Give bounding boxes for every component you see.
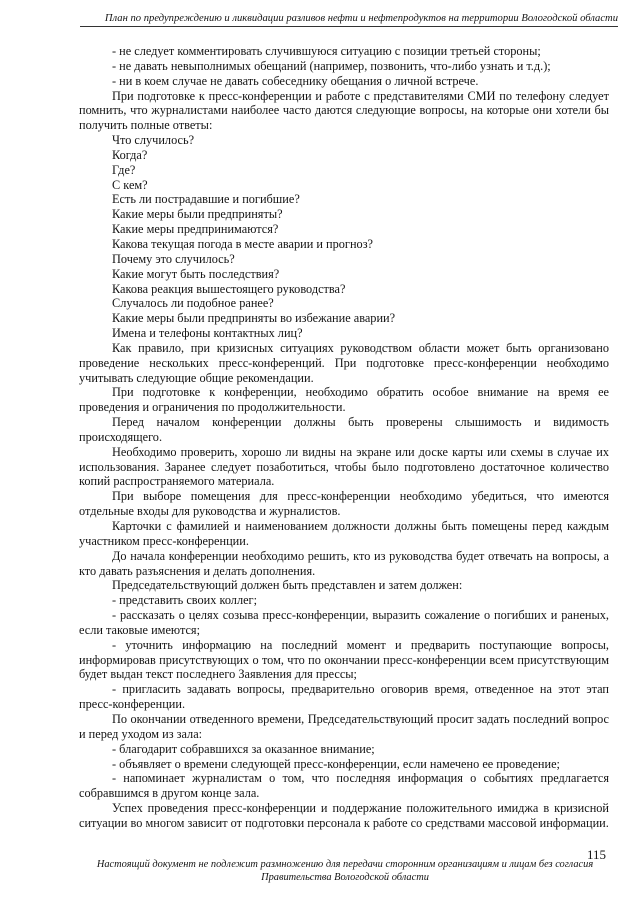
paragraph: Успех проведения пресс-конференции и поддержание положительного имиджа в кризисной ситуации во многом зависит от подготовки персонала к работе со средствами массовой информации. — [79, 801, 609, 830]
question-item: Когда? — [112, 147, 148, 162]
body-text — [79, 44, 609, 831]
header-divider — [80, 26, 618, 27]
paragraph: - благодарит собравшихся за оказанное внимание; — [112, 741, 375, 756]
paragraph: - не давать невыполнимых обещаний (например, позвонить, что-либо узнать и т.д.); — [112, 58, 551, 73]
paragraph: - рассказать о целях созыва пресс-конференции, выразить сожаление о погибших и раненых, если таковые имеются; — [79, 608, 609, 637]
paragraph: Необходимо проверить, хорошо ли видны на экране или доске карты или схемы в случае их использования. Заранее следует позаботиться, чтобы было подготовлено достаточное количество копий распространяемого материала. — [79, 444, 609, 489]
question-item: Какие меры были предприняты во избежание аварии? — [112, 311, 396, 326]
question-item: Что случилось? — [112, 133, 195, 148]
question-item: Какие меры были предприняты? — [112, 207, 283, 222]
paragraph: Перед началом конференции должны быть проверены слышимость и видимость происходящего. — [79, 415, 609, 444]
paragraph: По окончании отведенного времени, Председательствующий просит задать последний вопрос и перед уходом из зала: — [79, 711, 609, 741]
paragraph: - пригласить задавать вопросы, предварительно оговорив время, отведенное на этот этап пресс-конференции. — [79, 682, 609, 712]
question-item: Какие могут быть последствия? — [112, 266, 280, 281]
page-number: 115 — [586, 847, 606, 862]
question-item: Имена и телефоны контактных лиц? — [112, 326, 303, 341]
paragraph: - объявляет о времени следующей пресс-конференции, если намечено ее проведение; — [112, 756, 560, 771]
question-item: Где? — [112, 162, 136, 177]
question-item: Какие меры предпринимаются? — [112, 222, 279, 237]
paragraph: - уточнить информацию на последний момент и предварить поступающие вопросы, информировав присутствующих о том, что по окончании пресс-конференции всем присутствующим будет выдан текст последнего Заявления для прессы; — [79, 637, 609, 682]
paragraph: При выборе помещения для пресс-конференции необходимо убедиться, что имеются отдельные входы для руководства и журналистов. — [79, 489, 609, 519]
paragraph: - ни в коем случае не давать собеседнику обещания о личной встрече. — [112, 73, 479, 88]
question-item: Почему это случилось? — [112, 251, 235, 266]
paragraph: Как правило, при кризисных ситуациях руководством области может быть организовано проведение нескольких пресс-конференций. При подготовке пресс-конференции необходимо учитывать следующие общие рекомендации. — [79, 340, 609, 385]
paragraph: - напоминает журналистам о том, что последняя информация о событиях предлагается собравшимся в другом конце зала. — [79, 771, 609, 801]
paragraph: - не следует комментировать случившуюся ситуацию с позиции третьей стороны; — [112, 44, 541, 58]
paragraph: Карточки с фамилией и наименованием должности должны быть помещены перед каждым участником пресс-конференции. — [79, 519, 609, 548]
question-item: Какова текущая погода в месте аварии и прогноз? — [112, 236, 374, 251]
question-item: Есть ли пострадавшие и погибшие? — [112, 192, 300, 207]
paragraph: При подготовке к конференции, необходимо обратить особое внимание на время ее проведения и ограничения по продолжительности. — [79, 385, 609, 415]
question-item: С кем? — [112, 177, 148, 192]
running-header: План по предупреждению и ликвидации разливов нефти и нефтепродуктов на территории Вологодской области — [104, 13, 618, 24]
paragraph: При подготовке к пресс-конференции и работе с представителями СМИ по телефону следует помнить, что журналистами наиболее часто даются следующие вопросы, на которые они хотели бы получить полные ответы: — [79, 88, 609, 133]
footer-notice: Настоящий документ не подлежит размножению для передачи сторонним организациям и лицам без согласия Правительства Вологодской области — [96, 859, 594, 883]
question-item: Случалось ли подобное ранее? — [112, 296, 274, 311]
question-item: Какова реакция вышестоящего руководства? — [112, 281, 346, 296]
paragraph: Председательствующий должен быть представлен и затем должен: — [112, 578, 463, 593]
paragraph: - представить своих коллег; — [112, 593, 257, 608]
paragraph: До начала конференции необходимо решить, кто из руководства будет отвечать на вопросы, а кто давать разъяснения и делать дополнения. — [79, 548, 609, 578]
